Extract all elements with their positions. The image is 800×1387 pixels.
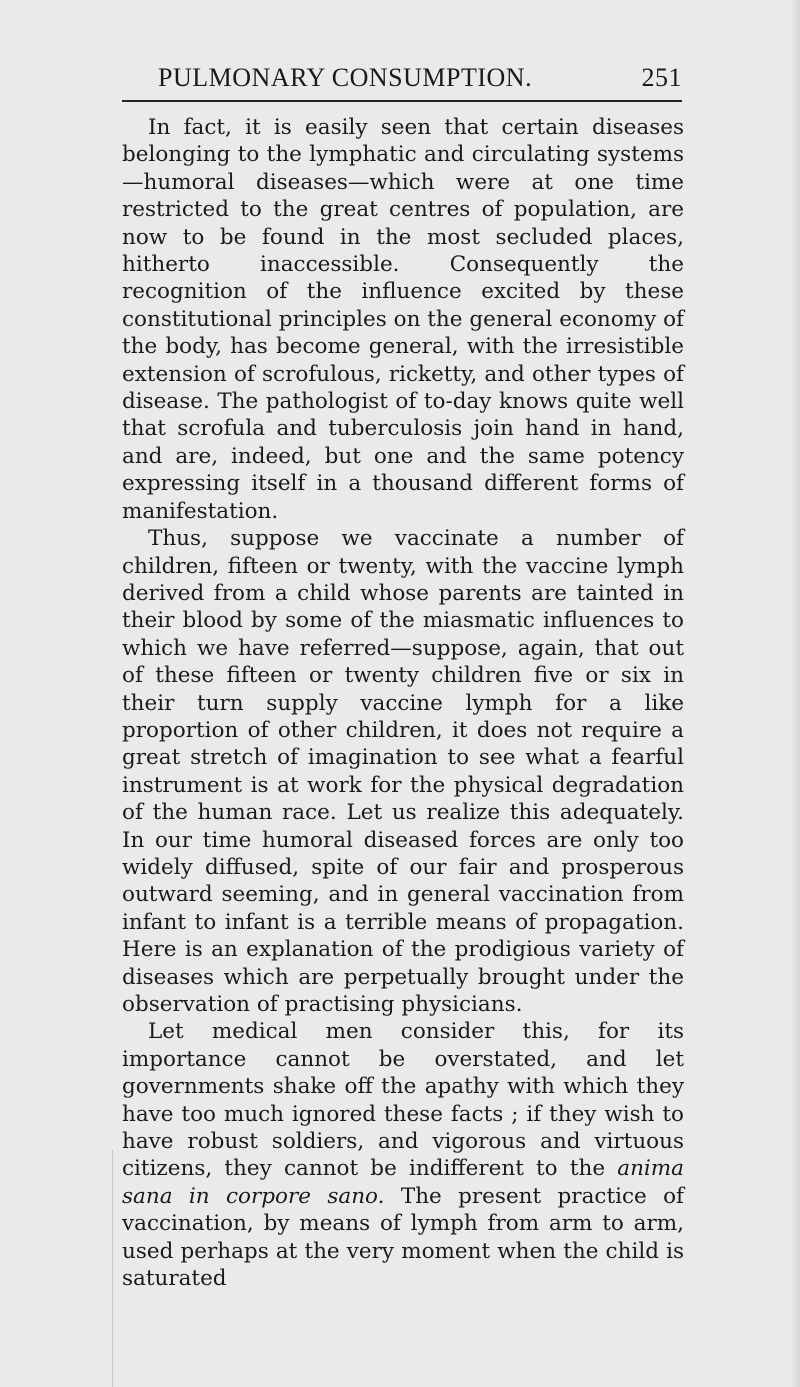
latin-phrase: anima sana in corpore sano. [122, 1156, 684, 1209]
page-edge-line [112, 1150, 113, 1387]
page-edge-shadow [790, 0, 800, 1387]
paragraph-3-text-b: The present practice of vaccination, by means of lymph from arm to arm, used perhaps at the very moment when the child is saturated [122, 1183, 685, 1292]
paragraph-1: In fact, it is easily seen that certain diseases belonging to the lymphatic and circulating systems—humoral diseases—which were at one time restricted to the great centres of population, are now to be found in the most secluded places, hitherto inaccessible. Consequently the recognition of the influence excited by these constitutional principles on the general economy of the body, has become general, with the irresistible extension of scrofulous, ricketty, and other types of disease. The pathologist of to-day knows quite well that scrofula and tuberculosis join hand in hand, and are, indeed, but one and the same potency expressing itself in a thousand different forms of manifestation. [122, 115, 684, 524]
paragraph-3 [122, 1018, 684, 1292]
header-rule [122, 100, 682, 102]
paragraph-2: Thus, suppose we vaccinate a number of children, fifteen or twenty, with the vaccine lymph derived from a child whose parents are tainted in their blood by some of the miasmatic influences to which we have referred—suppose, again, that out of these fifteen or twenty children five or six in their turn supply vaccine lymph for a like proportion of other children, it does not require a great stretch of imagination to see what a fearful instrument is at work for the physical degradation of the human race. Let us realize this adequately. In our time humoral diseased forces are only too widely diffused, spite of our fair and prosperous outward seeming, and in general vaccination from infant to infant is a terrible means of propagation. Here is an explanation of the prodigious variety of diseases which are perpetually brought under the observation of practising physicians. [122, 526, 684, 1017]
running-title: PULMONARY CONSUMPTION. [158, 63, 533, 92]
body-text [122, 114, 684, 1292]
paragraph-3-text-a: Let medical men consider this, for its importance cannot be overstated, and let governments shake off the apathy with which they have too much ignored these facts ; if they wish to have robust soldiers, and vigorous and virtuous citizens, they cannot be indifferent to the [122, 1019, 684, 1182]
running-head [122, 55, 682, 95]
page-number: 251 [641, 63, 682, 92]
